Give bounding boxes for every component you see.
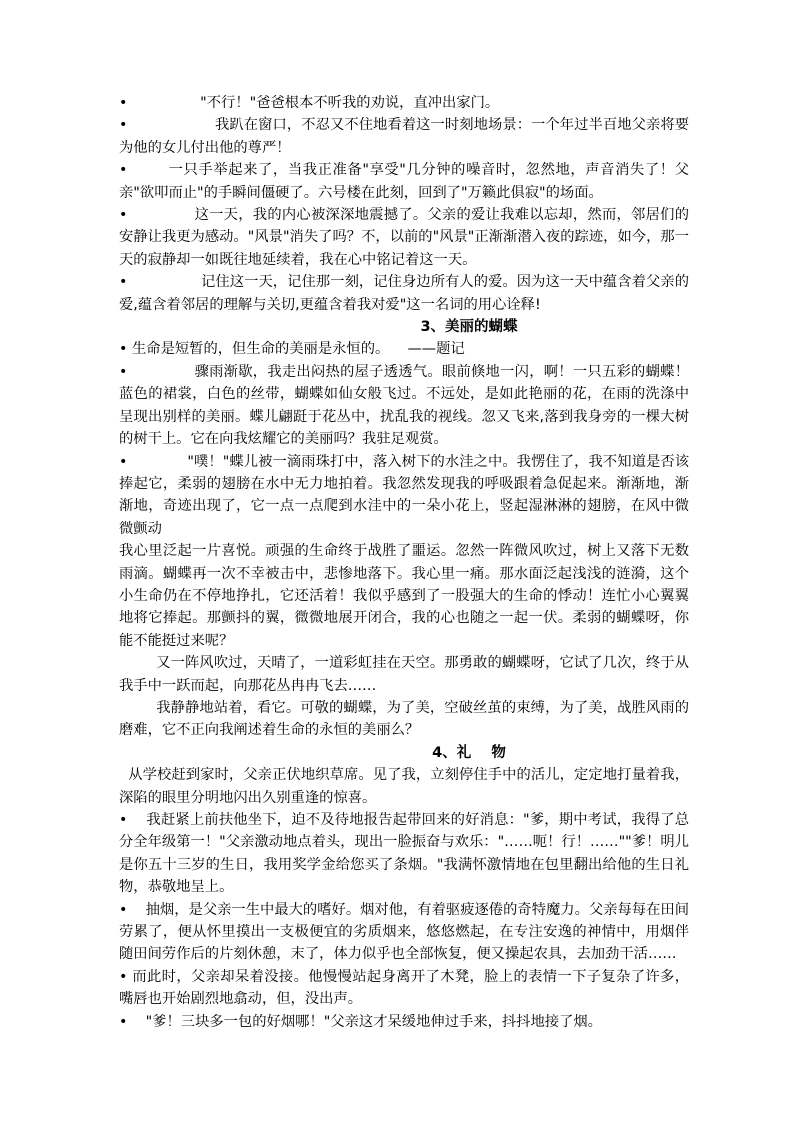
story3-paragraph: 我心里泛起一片喜悦。顽强的生命终于战胜了噩运。忽然一阵微风吹过，树上又落下无数雨滴。蝴蝶再一次不幸被击中，悲惨地落下。我心里一痛。那水面泛起浅浅的涟漪，这个小生命仍在不停地挣扎，它还活着！我似乎感到了一股强大的生命的悸动！连忙小心翼翼地将它捧起。那颤抖的翼，微微地展开闭合，我的心也随之一起一伏。柔弱的蝴蝶呀，你能不能挺过来呢？ <box>119 543 689 649</box>
story3-title: 3、美丽的蝴蝶 <box>420 319 518 336</box>
story3-paragraph: 又一阵风吹过，天晴了，一道彩虹挂在天空。那勇敢的蝴蝶呀，它试了几次，终于从我手中一跃而起，向那花丛冉冉飞去…… <box>119 655 689 694</box>
story2-paragraph: • "不行！"爸爸根本不听我的劝说，直冲出家门。 <box>119 95 500 111</box>
story4-paragraph: • 我赶紧上前扶他坐下，迫不及待地报告起带回来的好消息："爹，期中考试，我得了总分全年级第一！"父亲激动地点着头，现出一脸振奋与欢乐："……呃！行！……""爹！明儿是你五十三岁的生日，我用奖学金给您买了条烟。"我满怀激情地在包里翻出给他的生日礼物，恭敬地呈上。 <box>119 812 689 896</box>
story4-paragraph: 从学校赶到家时，父亲正伏地织草席。见了我，立刻停住手中的活儿，定定地打量着我，深陷的眼里分明地闪出久别重逢的惊喜。 <box>119 767 690 806</box>
story3-paragraph: 我静静地站着，看它。可敬的蝴蝶，为了美，空破丝茧的束缚，为了美，战胜风雨的磨难，它不正向我阐述着生命的永恒的美丽么？ <box>119 699 689 739</box>
story2-paragraph: • 一只手举起来了，当我正准备"享受"几分钟的噪音时，忽然地，声音消失了！父亲"欲叩而止"的手瞬间僵硬了。六号楼在此刻，回到了"万籁此俱寂"的场面。 <box>119 162 689 201</box>
story4-paragraph: • 抽烟，是父亲一生中最大的嗜好。烟对他，有着驱疲逐倦的奇特魔力。父亲每每在田间劳累了，便从怀里摸出一支极便宜的劣质烟来，悠悠燃起，在专注安逸的神情中，用烟伴随田间劳作后的片刻休憩，末了，体力似乎也全部恢复，便又操起农具，去加劲干活…… <box>119 901 689 963</box>
story3-paragraph: • 骤雨渐歇，我走出闷热的屋子透透气。眼前倏地一闪，啊！一只五彩的蝴蝶！蓝色的裙裳，白色的丝带，蝴蝶如仙女般飞过。不远处，是如此艳丽的花，在雨的洗涤中呈现出别样的美丽。蝶儿翩跹于花丛中，扰乱我的视线。忽又飞来,落到我身旁的一棵大树的树干上。它在向我炫耀它的美丽吗？我驻足观赏。 <box>119 363 689 448</box>
story4-title: 4、礼 物 <box>432 744 506 761</box>
story4-paragraph: • 而此时，父亲却呆着没接。他慢慢站起身离开了木凳，脸上的表情一下子复杂了许多，嘴唇也开始剧烈地翕动，但，没出声。 <box>119 968 689 1008</box>
story2-paragraph: • 这一天，我的内心被深深地震撼了。父亲的爱让我难以忘却，然而，邻居们的安静让我更为感动。"风景"消失了吗？不，以前的"风景"正渐渐潜入夜的踪迹，如今，那一天的寂静却一如既往地延续着，我在心中铭记着这一天。 <box>119 207 689 268</box>
story3-epigraph: • 生命是短暂的，但生命的美丽是永恒的。 ——题记 <box>119 341 465 358</box>
story4-paragraph: • "爹！三块多一包的好烟哪！"父亲这才呆缓地伸过手来，抖抖地接了烟。 <box>119 1013 602 1030</box>
story2-paragraph: • 我趴在窗口，不忍又不住地看着这一时刻地场景：一个年过半百地父亲将要为他的女儿付出他的尊严！ <box>119 117 689 156</box>
story3-paragraph: • "噗！"蝶儿被一滴雨珠打中，落入树下的水洼之中。我愣住了，我不知道是否该捧起它，柔弱的翅膀在水中无力地拍着。我忽然发现我的呼吸跟着急促起来。渐渐地，渐渐地，奇迹出现了，它一点一点爬到水洼中的一朵小花上，竖起湿淋淋的翅膀，在风中微微颤动 <box>119 453 689 537</box>
document-page <box>119 92 689 1033</box>
story2-paragraph: • 记住这一天，记住那一刻，记住身边所有人的爱。因为这一天中蕴含着父亲的爱,蕴含着邻居的理解与关切,更蕴含着我对爱"这一名词的用心诠释! <box>119 274 689 313</box>
